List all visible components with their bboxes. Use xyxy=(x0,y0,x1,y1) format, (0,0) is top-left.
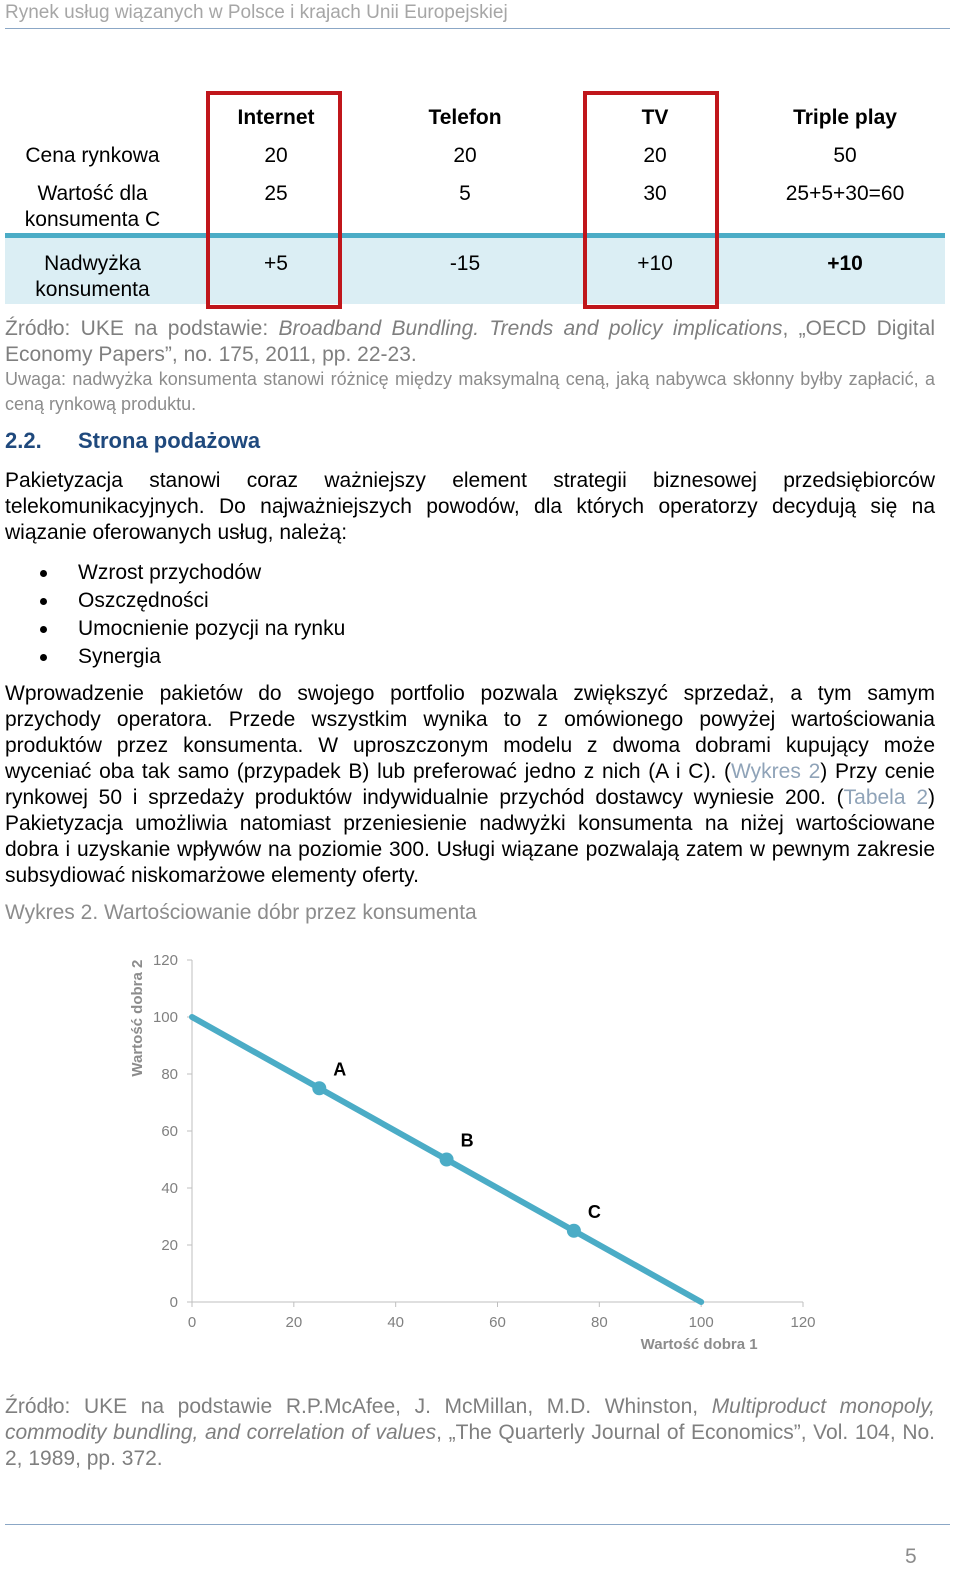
highlight-box-tv xyxy=(583,91,719,309)
list-item: Umocnienie pozycji na rynku xyxy=(0,615,500,643)
source-prefix: Źródło: UKE na podstawie: xyxy=(5,317,279,340)
y-tick-label: 120 xyxy=(152,952,178,969)
table-note: Uwaga: nadwyżka konsumenta stanowi różnicę między maksymalną ceną, jaką nabywca skłonny byłby zapłacić, a ceną rynkową produktu. xyxy=(5,369,935,414)
x-axis-label: Wartość dobra 1 xyxy=(640,1336,758,1353)
running-header: Rynek usług wiązanych w Polsce i krajach Unii Europejskiej xyxy=(5,2,508,23)
table-cell: +10 xyxy=(637,252,673,275)
paragraph-intro: Pakietyzacja stanowi coraz ważniejszy element strategii biznesowej przedsiębiorców telekomunikacyjnych. Do najważniejszych powodów, dla których operatorzy decydują się na wiązanie oferowanych usług, należą: xyxy=(5,469,935,544)
table-cell: +5 xyxy=(264,252,288,275)
footer-divider xyxy=(5,1524,950,1525)
row-label-wartosc-1: Wartość dla xyxy=(37,182,148,205)
data-point-a xyxy=(312,1081,326,1095)
page-number: 5 xyxy=(905,1545,917,1568)
col-header-internet: Internet xyxy=(237,106,315,129)
y-tick-label: 100 xyxy=(152,1009,178,1026)
table-cell: 20 xyxy=(643,144,667,167)
row-label-wartosc-2: konsumenta C xyxy=(24,208,161,231)
section-title: Strona podażowa xyxy=(78,428,261,453)
row-label-nadwyzka-2: konsumenta xyxy=(35,278,150,301)
header-divider xyxy=(5,28,950,29)
bullet-icon xyxy=(40,598,47,605)
figure-caption: Wykres 2. Wartościowanie dóbr przez konsumenta xyxy=(5,901,477,924)
valuation-chart xyxy=(0,940,960,1360)
list-item: Wzrost przychodów xyxy=(0,559,500,587)
bullet-icon xyxy=(40,570,47,577)
y-tick-label: 0 xyxy=(169,1294,178,1311)
source-title: Broadband Bundling. Trends and policy implications xyxy=(278,317,783,340)
y-tick-label: 20 xyxy=(161,1237,178,1254)
data-label-a: A xyxy=(333,1059,347,1080)
table-cell: 5 xyxy=(459,182,471,205)
bullet-icon xyxy=(40,654,47,661)
table-cell: 50 xyxy=(833,144,857,167)
bullet-icon xyxy=(40,626,47,633)
list-item: Synergia xyxy=(0,643,500,671)
y-tick-label: 40 xyxy=(161,1180,178,1197)
data-point-c xyxy=(567,1224,581,1238)
x-tick-label: 0 xyxy=(187,1314,197,1331)
col-header-tv: TV xyxy=(641,106,669,129)
data-point-b xyxy=(440,1153,454,1167)
y-tick-label: 60 xyxy=(161,1123,178,1140)
data-label-c: C xyxy=(587,1201,601,1222)
figure-source: Źródło: UKE na podstawie R.P.McAfee, J. McMillan, M.D. Whinston, Multiproduct monopoly, commodity bundling, and correlation of values, „The Quarterly Journal of Economics”, Vol. 104, No. 2, 1989, pp. 372. xyxy=(5,1395,935,1470)
paragraph-body: Wprowadzenie pakietów do swojego portfolio pozwala zwiększyć sprzedaż, a tym samym przychody operatora. Przede wszystkim wynika to z omówionego powyżej wartościowania produktów przez konsumenta. W uproszczonym modelu z dwoma dobrami kupujący może wyceniać oba tak samo (przypadek B) lub preferować jedno z nich (A i C). (Wykres 2) Przy cenie rynkowej 50 i sprzedaży produktów indywidualnie przychód dostawcy wyniesie 200. (Tabela 2) Pakietyzacja umożliwia natomiast przeniesienie nadwyżki konsumenta na niżej wartościowane dobra i uzyskanie wpływów na poziomie 300. Usługi wiązane pozwalają zatem w pewnym zakresie subsydiować niskomarżowe elementy oferty. xyxy=(5,682,935,887)
x-tick-label: 40 xyxy=(387,1314,405,1331)
y-axis-label: Wartość dobra 2 xyxy=(129,959,146,1077)
data-label-b: B xyxy=(460,1130,474,1151)
highlight-box-internet xyxy=(206,91,342,309)
table-cell: 30 xyxy=(643,182,667,205)
table-cell-total: +10 xyxy=(827,252,863,275)
y-tick-label: 80 xyxy=(161,1066,178,1083)
source-title: Multiproduct monopoly, commodity bundling, and correlation of values xyxy=(5,1395,935,1444)
row-label-nadwyzka-1: Nadwyżka xyxy=(44,252,141,275)
source-suffix: , „OECD Digital Economy Papers”, no. 175, 2011, pp. 22-23. xyxy=(5,317,935,366)
table-row-divider xyxy=(5,233,945,238)
link-tabela-2[interactable]: Tabela 2 xyxy=(843,786,928,809)
x-tick-label: 20 xyxy=(285,1314,303,1331)
x-tick-label: 100 xyxy=(688,1314,714,1331)
x-tick-label: 60 xyxy=(489,1314,506,1331)
col-header-telefon: Telefon xyxy=(428,106,502,129)
table-cell: 25 xyxy=(264,182,288,205)
table-cell: 20 xyxy=(453,144,477,167)
col-header-triple-play: Triple play xyxy=(793,106,897,129)
table-cell: -15 xyxy=(449,252,481,275)
table-cell: 25+5+30=60 xyxy=(785,182,905,205)
section-number: 2.2. xyxy=(5,428,42,453)
row-label-cena: Cena rynkowa xyxy=(25,144,160,167)
x-tick-label: 120 xyxy=(790,1314,816,1331)
list-item: Oszczędności xyxy=(0,587,500,615)
x-tick-label: 80 xyxy=(590,1314,608,1331)
table-cell: 20 xyxy=(264,144,288,167)
link-wykres-2[interactable]: Wykres 2 xyxy=(731,760,821,783)
table-source xyxy=(5,316,935,368)
